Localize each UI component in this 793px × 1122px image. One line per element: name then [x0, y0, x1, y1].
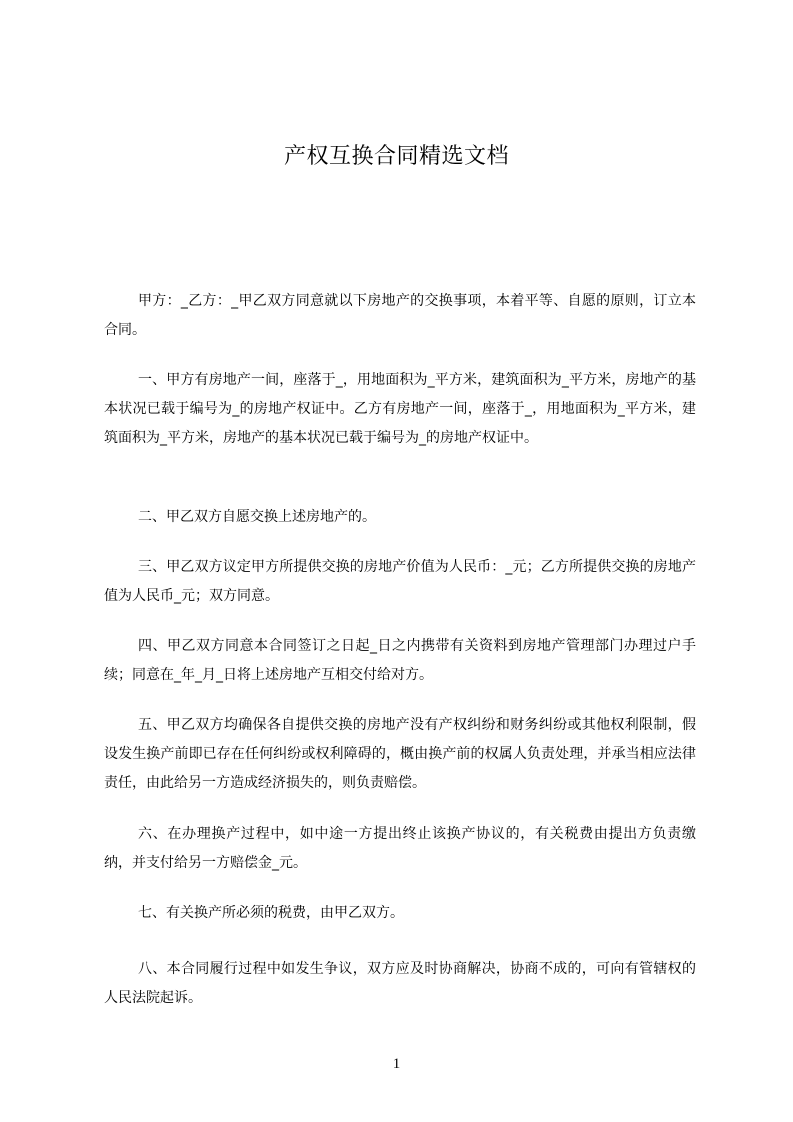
paragraph-clause-3: 三、甲乙双方议定甲方所提供交换的房地产价值为人民币：_元；乙方所提供交换的房地产值为人民币_元；双方同意。 — [104, 559, 696, 604]
paragraph-clause-8: 八、本合同履行过程中如发生争议，双方应及时协商解决，协商不成的，可向有管辖权的人民法院起诉。 — [104, 961, 696, 1006]
paragraph-clause-5: 五、甲乙双方均确保各自提供交换的房地产没有产权纠纷和财务纠纷或其他权利限制，假设发生换产前即已存在任何纠纷或权利障碍的，概由换产前的权属人负责处理，并承当相应法律责任，由此给另一方造成经济损失的，则负责赔偿。 — [104, 717, 696, 791]
page-number: 1 — [392, 1056, 401, 1072]
paragraph-clause-6: 六、在办理换产过程中，如中途一方提出终止该换产协议的，有关税费由提出方负责缴纳，并支付给另一方赔偿金_元。 — [104, 826, 696, 871]
paragraph-clause-1: 一、甲方有房地产一间，座落于_，用地面积为_平方米，建筑面积为_平方米，房地产的基本状况已载于编号为_的房地产权证中。乙方有房地产一间，座落于_，用地面积为_平方米，建筑面积为_平方米，房地产的基本状况已载于编号为_的房地产权证中。 — [104, 372, 696, 446]
paragraph-parties: 甲方：_乙方：_甲乙双方同意就以下房地产的交换事项，本着平等、自愿的原则，订立本合同。 — [104, 293, 696, 338]
document-title: 产权互换合同精选文档 — [283, 144, 509, 169]
paragraph-clause-2: 二、甲乙双方自愿交换上述房地产的。 — [138, 509, 376, 525]
paragraph-clause-7: 七、有关换产所必须的税费，由甲乙双方。 — [138, 905, 404, 921]
paragraph-clause-4: 四、甲乙双方同意本合同签订之日起_日之内携带有关资料到房地产管理部门办理过户手续；同意在_年_月_日将上述房地产互相交付给对方。 — [104, 638, 696, 683]
